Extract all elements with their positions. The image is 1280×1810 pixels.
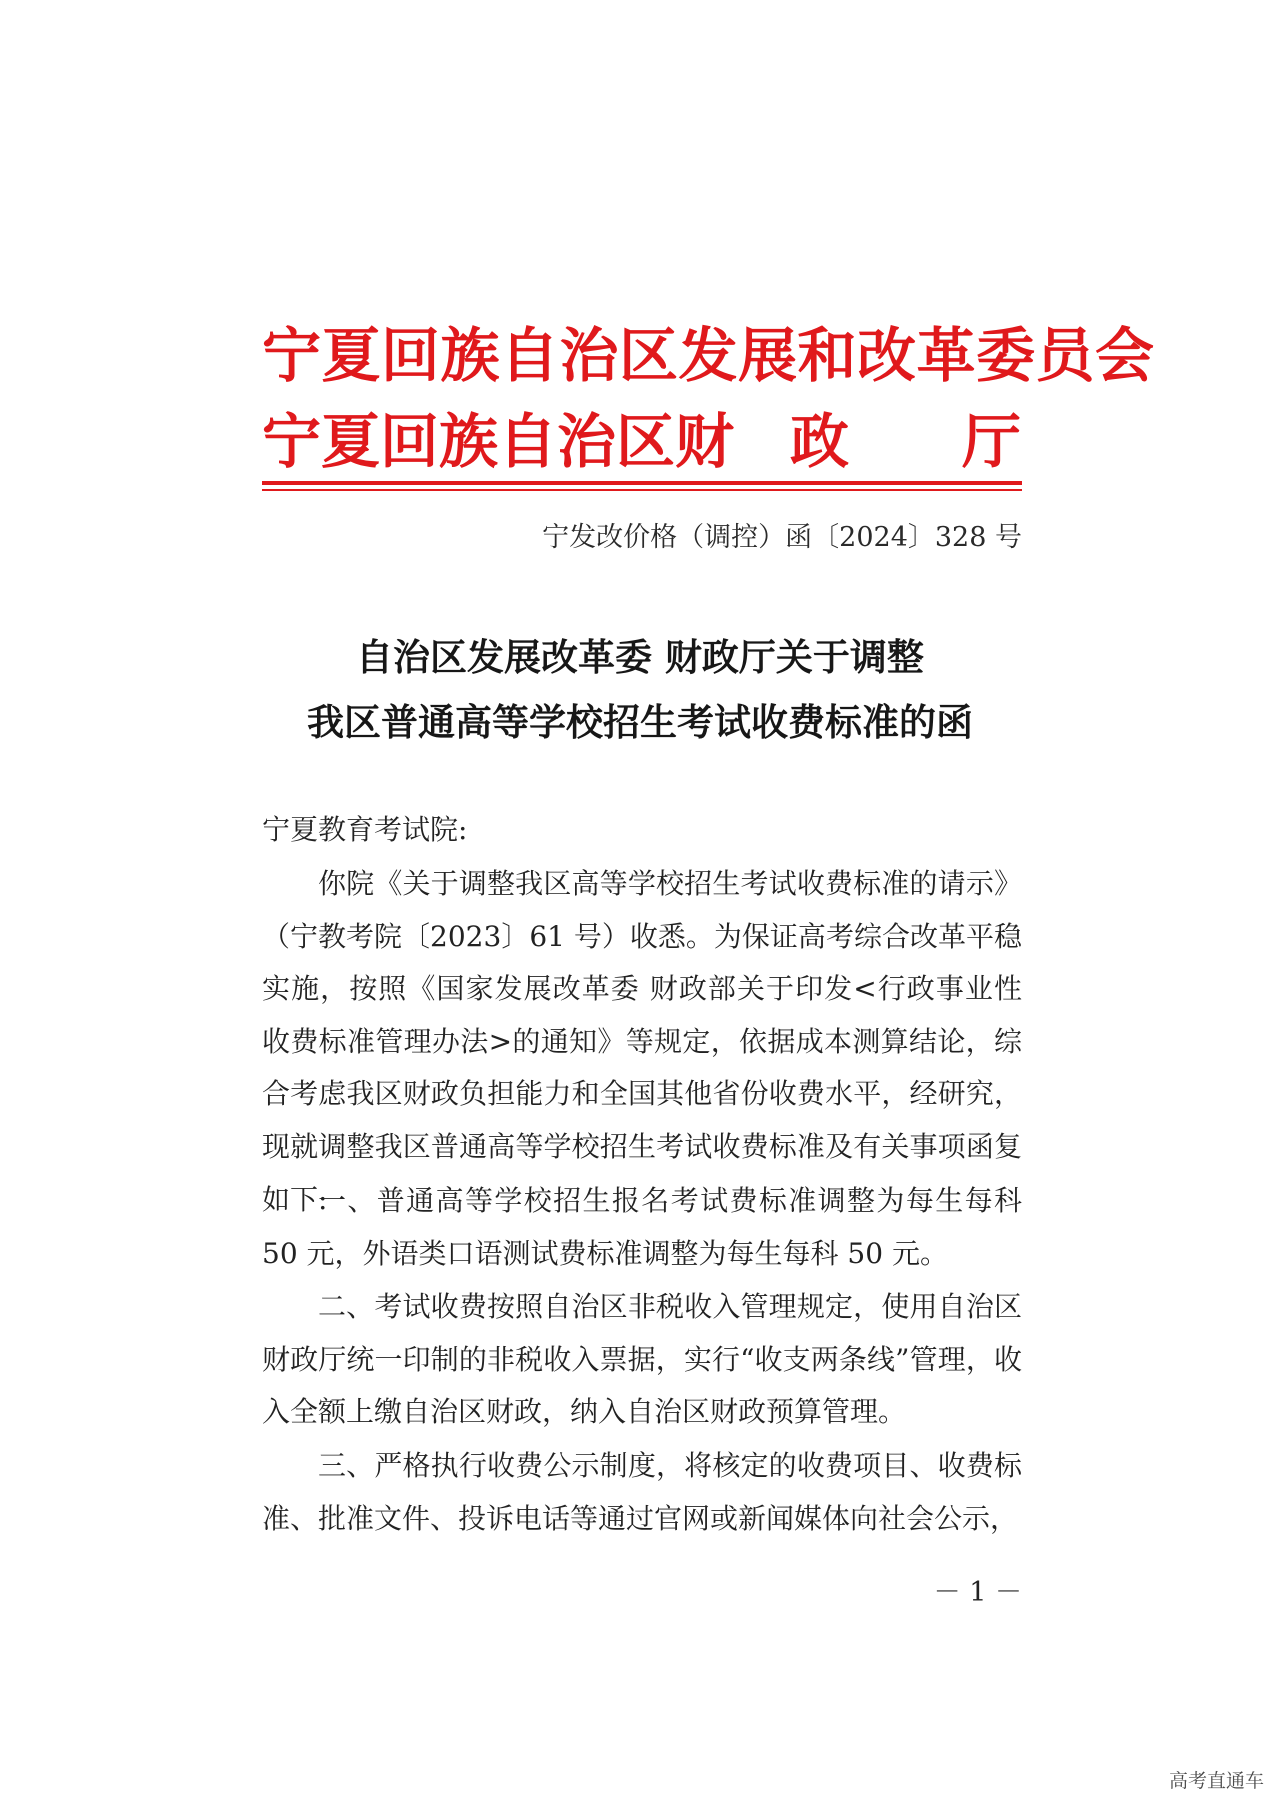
document-number: 宁发改价格（调控）函〔2024〕328 号 — [542, 522, 1022, 553]
body-paragraph-item-3: 三、严格执行收费公示制度，将核定的收费项目、收费标准、批准文件、投诉电话等通过官网或新闻媒体向社会公示， — [262, 1449, 1022, 1535]
body-paragraph-item-1: 一、普通高等学校招生报名考试费标准调整为每生每科 50 元，外语类口语测试费标准调整为每生每科 50 元。 — [262, 1184, 1022, 1270]
issuing-organization-line-2-left: 宁夏回族自治区财 — [262, 407, 735, 476]
addressee: 宁夏教育考试院: — [262, 813, 468, 846]
page-number: － 1 － — [933, 1577, 1022, 1608]
document-title-line-2: 我区普通高等学校招生考试收费标准的函 — [307, 700, 973, 744]
issuing-organization-line-2-right: 厅 — [962, 407, 1022, 476]
issuing-organization-line-1: 宁夏回族自治区发展和改革委员会 — [262, 321, 1155, 390]
source-watermark: 高考直通车 — [1168, 1770, 1264, 1792]
issuing-organization-line-2-middle: 政 — [790, 407, 850, 476]
body-paragraph-item-2: 二、考试收费按照自治区非税收入管理规定，使用自治区财政厅统一印制的非税收入票据，实行“收支两条线”管理，收入全额上缴自治区财政，纳入自治区财政预算管理。 — [262, 1290, 1022, 1429]
issuing-organization-line-2 — [262, 406, 1022, 478]
red-header-rule-thin — [262, 489, 1022, 491]
body-paragraph-introduction: 你院《关于调整我区高等学校招生考试收费标准的请示》（宁教考院〔2023〕61 号）收悉。为保证高考综合改革平稳实施，按照《国家发展改革委 财政部关于印发<行政事业性收费标准管理办法>的通知》等规定，依据成本测算结论，综合考虑我区财政负担能力和全国其他省份收费水平，经研究，现就调整我区普通高等学校招生考试收费标准及有关事项函复如下: — [262, 867, 1022, 1216]
document-title-line-1: 自治区发展改革委 财政厅关于调整 — [356, 635, 924, 679]
red-header-rule-thick — [262, 481, 1022, 485]
